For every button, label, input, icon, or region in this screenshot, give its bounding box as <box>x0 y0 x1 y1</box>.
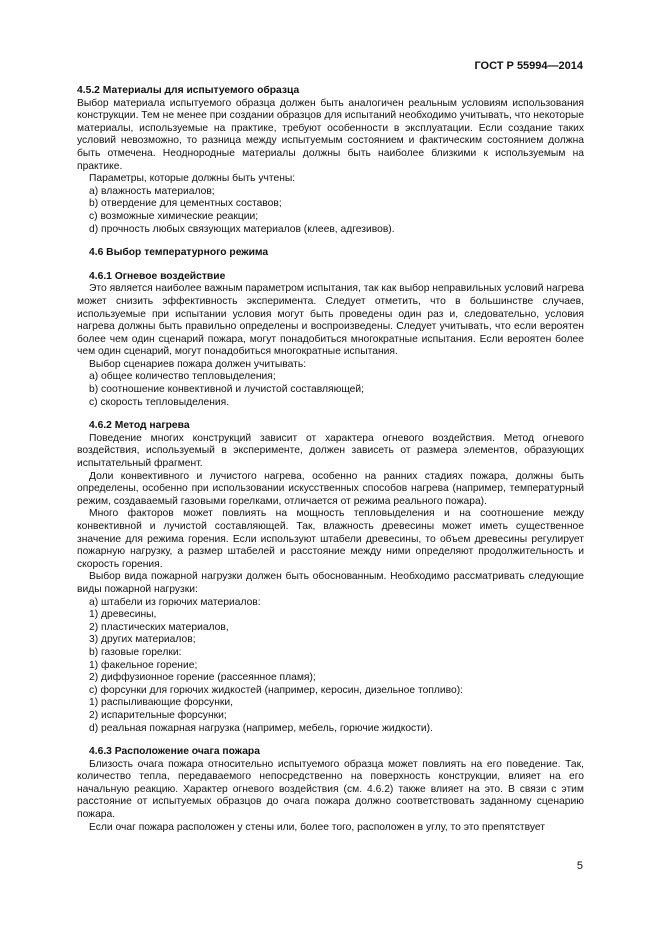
list-item: c) форсунки для горючих жидкостей (например, керосин, дизельное топливо): <box>89 684 464 696</box>
list-item: b) отвердение для цементных составов; <box>89 198 282 210</box>
paragraph: Доли конвективного и лучистого нагрева, особенно на ранних стадиях пожара, должны быть определены, особенно при использовании искусственных способов нагрева (например, температурный режим, создаваемый газовыми горелками, отличается от режима реального пожара). <box>77 470 584 507</box>
list-item: 1) факельное горение; <box>89 659 198 671</box>
list-item: d) реальная пожарная нагрузка (например, мебель, горючие жидкости). <box>89 722 433 734</box>
paragraph: Близость очага пожара относительно испытуемого образца может повлиять на его поведение. Так, количество тепла, передаваемого непосредственно на поверхность конструкции, влияет на его начальную реакцию. Характер огневого воздействия (см. 4.6.2) также влияет на это. В связи с этим расстояние от испытуемых образцов до очага пожара должно соответствовать заданному сценарию пожара. <box>77 758 584 821</box>
paragraph: Если очаг пожара расположен у стены или, более того, расположен в углу, то это препятствует <box>89 821 545 833</box>
page-content <box>77 85 584 834</box>
section-heading-4-6-3: 4.6.3 Расположение очага пожара <box>89 746 260 758</box>
paragraph: Много факторов может повлиять на мощность тепловыделения и на соотношение между конвективной и лучистой составляющей. Так, влажность древесины может иметь существенное значение для режима горения. Если используют штабели древесины, то объем древесины регулирует пожарную нагрузку, а размер штабелей и расстояние между ними определяют продолжительность и скорость горения. <box>77 508 584 570</box>
list-item: 2) испарительные форсунки; <box>89 709 227 721</box>
paragraph: Это является наиболее важным параметром испытания, так как выбор неправильных условий нагрева может снизить эффективность эксперимента. Следует отметить, что в большинстве случаев, используемые при испытании условия могут быть проведены один раз и, следовательно, условия нагрева должны быть правильно определены и воспроизведены. Следует учитывать, что если вероятен более чем один сценарий пожара, могут понадобиться многократные испытания. Если вероятен более чем один сценарий, могут понадобиться многократные испытания. <box>77 283 585 358</box>
list-item: c) скорость тепловыделения. <box>89 396 230 408</box>
list-item: d) прочность любых связующих материалов (клеев, адгезивов). <box>89 223 395 235</box>
paragraph: Поведение многих конструкций зависит от характера огневого воздействия. Метод огневого воздействия, используемый в эксперименте, должен зависеть от размера элементов, образующих испытательный фрагмент. <box>77 432 584 470</box>
list-item: 2) диффузионное горение (рассеянное пламя); <box>89 672 316 684</box>
list-item: c) возможные химические реакции; <box>89 210 259 222</box>
document-number: ГОСТ Р 55994—2014 <box>474 60 583 72</box>
paragraph: Выбор вида пожарной нагрузки должен быть обоснованным. Необходимо рассматривать следующие виды пожарной нагрузки: <box>77 571 584 595</box>
paragraph: Выбор материала испытуемого образца должен быть аналогичен реальным условиям использования конструкции. Тем не менее при создании образцов для испытаний необходимо учитывать, что некоторые материалы, используемые на практике, требуют особенности в эксплуатации. Если создание таких условий невозможно, то разница между испытуемым состоянием и фактическим состоянием должна быть отмечена. Неоднородные материалы должны быть наиболее близкими к используемым на практике. <box>77 97 585 172</box>
paragraph: Выбор сценариев пожара должен учитывать: <box>89 358 307 370</box>
paragraph: Параметры, которые должны быть учтены: <box>89 173 296 185</box>
list-item: b) газовые горелки: <box>89 646 182 658</box>
list-item: a) влажность материалов; <box>89 185 215 197</box>
list-item: 2) пластических материалов, <box>89 621 229 633</box>
section-heading-4-5-2: 4.5.2 Материалы для испытуемого образца <box>77 85 300 96</box>
list-item: 1) древесины, <box>89 609 157 621</box>
page-number: 5 <box>576 860 583 872</box>
section-heading-4-6-2: 4.6.2 Метод нагрева <box>89 420 190 432</box>
list-item: а) штабели из горючих материалов: <box>89 596 261 608</box>
section-heading-4-6: 4.6 Выбор температурного режима <box>89 247 269 259</box>
list-item: 3) других материалов; <box>89 634 196 646</box>
section-heading-4-6-1: 4.6.1 Огневое воздействие <box>89 270 226 282</box>
list-item: a) общее количество тепловыделения; <box>89 371 276 383</box>
list-item: 1) распыливающие форсунки, <box>89 697 233 709</box>
list-item: b) соотношение конвективной и лучистой составляющей; <box>89 384 365 396</box>
